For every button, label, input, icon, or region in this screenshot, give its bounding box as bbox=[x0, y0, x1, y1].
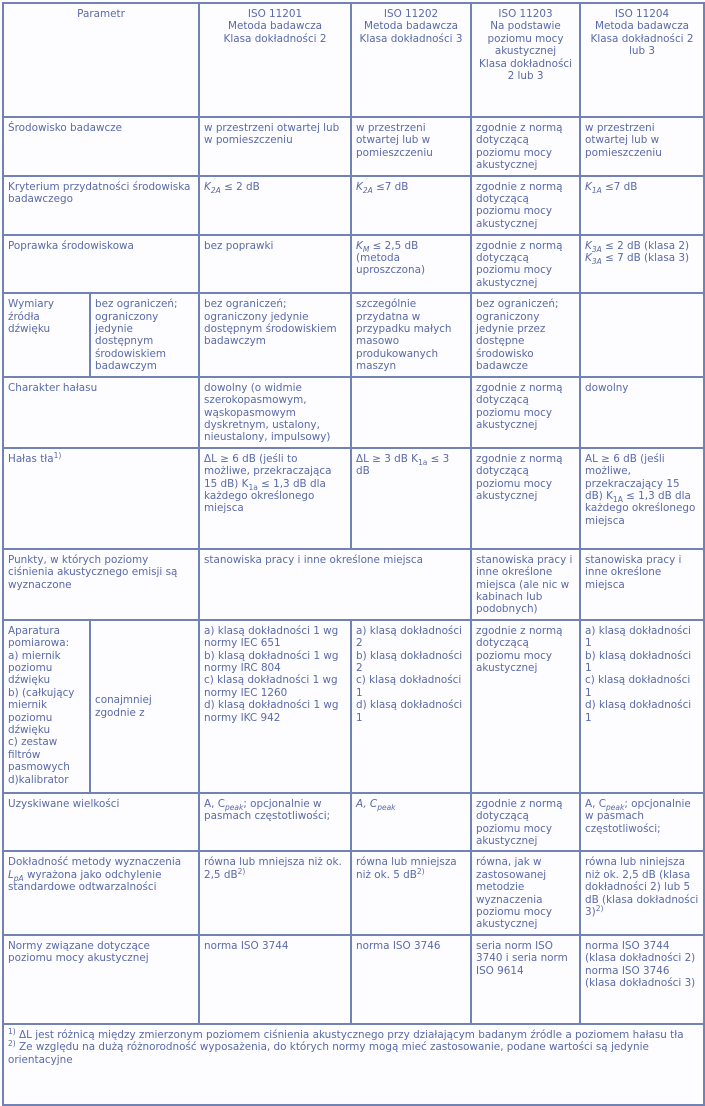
cell-11201: $K_{2A} \le 2$ dB bbox=[199, 176, 351, 235]
iso-comparison-table bbox=[2, 2, 705, 1106]
cell-11203: zgodnie z normą dotyczącą poziomu mocy akustycznej bbox=[471, 176, 580, 235]
row-halas-tla bbox=[3, 448, 704, 549]
cell-11204: równa lub niniejsza niż ok. 2,5 dB (klasa dokładności 2) lub 5 dB (klasa dokładności 3)$^{2)}$ bbox=[580, 851, 704, 934]
cell-11203: seria norm ISO 3740 i seria norm ISO 9614 bbox=[471, 935, 580, 1024]
param-cell: Aparatura pomiarowa: a) miernik poziomu dźwięku b) (całkujący miernik poziomu dźwięku c) zestaw filtrów pasmowych d)kalibrator bbox=[3, 620, 90, 793]
row-punkty bbox=[3, 549, 704, 620]
cell-11202: a) klasą dokładności 2 b) klasą dokładności 2 c) klasą dokładności 1 d) klasą dokładności 1 bbox=[351, 620, 471, 793]
cell-11203: stanowiska pracy i inne określone miejsca (ale nic w kabinach lub podobnych) bbox=[471, 549, 580, 620]
param-cell: Dokładność metody wyznaczenia $L_{pA}$ wyrażona jako odchylenie standardowe odtwarzalności bbox=[3, 851, 199, 934]
cell-11201: w przestrzeni otwartej lub w pomieszczeniu bbox=[199, 117, 351, 176]
param-cell: Charakter hałasu bbox=[3, 377, 199, 448]
cell-11204: w przestrzeni otwartej lub w pomieszczeniu bbox=[580, 117, 704, 176]
cell-11202: szczególnie przydatna w przypadku małych masowo produkowanych maszyn bbox=[351, 293, 471, 376]
row-srodowisko bbox=[3, 117, 704, 176]
cell-11202 bbox=[351, 377, 471, 448]
cell-11202: $K_M \le 2,5$ dB (metoda uproszczona) bbox=[351, 235, 471, 294]
cell-11203: zgodnie z normą dotyczącą poziomu mocy akustycznej bbox=[471, 793, 580, 852]
footnote-1: $^{1)}$ ΔL jest różnicą między zmierzonym poziomem ciśnienia akustycznego przy działającym badanym źródle a poziomem hałasu tła bbox=[8, 1026, 684, 1041]
header-row bbox=[3, 3, 704, 117]
header-iso-11202: ISO 11202 Metoda badawcza Klasa dokładności 3 bbox=[351, 3, 471, 117]
cell-11202: norma ISO 3746 bbox=[351, 935, 471, 1024]
cell-11203: zgodnie z normą dotyczącą poziomu mocy akustycznej bbox=[471, 117, 580, 176]
header-iso-11204: ISO 11204 Metoda badawcza Klasa dokładności 2 lub 3 bbox=[580, 3, 704, 117]
param-cell: Uzyskiwane wielkości bbox=[3, 793, 199, 852]
cell-11204: $K_{3A} \le 2$ dB (klasa 2) $K_{3A} \le 7$ dB (klasa 3) bbox=[580, 235, 704, 294]
cell-11201: ΔL ≥ 6 dB (jeśli to możliwe, przekraczająca 15 dB) $K_{1a} \le 1,3$ dB dla każdego określonego miejsca bbox=[199, 448, 351, 549]
param-cell: Wymiary źródła dźwięku bbox=[3, 293, 90, 376]
cell-11204: norma ISO 3744 (klasa dokładności 2) norma ISO 3746 (klasa dokładności 3) bbox=[580, 935, 704, 1024]
row-normy bbox=[3, 935, 704, 1024]
row-wymiary bbox=[3, 293, 704, 376]
cell-11204: A, $C_{peak}$; opcjonalnie w pasmach częstotliwości; bbox=[580, 793, 704, 852]
cell-11203: zgodnie z normą dotyczącą poziomu mocy akustycznej bbox=[471, 235, 580, 294]
cell-11204: $K_{1A} \le 7$ dB bbox=[580, 176, 704, 235]
param-cell: Hałas tła$^{1)}$ bbox=[3, 448, 199, 549]
cell-11203: zgodnie z normą dotyczącą poziomu mocy akustycznej bbox=[471, 448, 580, 549]
row-charakter bbox=[3, 377, 704, 448]
row-aparatura bbox=[3, 620, 704, 793]
param-cell: Środowisko badawcze bbox=[3, 117, 199, 176]
row-uzyskiwane bbox=[3, 793, 704, 852]
param-sub-cell: bez ograniczeń; ograniczony jedynie dostępnym środowiskiem badawczym bbox=[90, 293, 199, 376]
cell-11202: A, $C_{peak}$ bbox=[351, 793, 471, 852]
row-poprawka bbox=[3, 235, 704, 294]
cell-11204: AL ≥ 6 dB (jeśli możliwe, przekraczający 15 dB) $K_{1A} \le 1,3$ dB dla każdego określonego miejsca bbox=[580, 448, 704, 549]
cell-11203: bez ograniczeń; ograniczony jedynie przez dostępne środowisko badawcze bbox=[471, 293, 580, 376]
param-sub-cell: conajmniej zgodnie z bbox=[90, 620, 199, 793]
cell-11201: bez poprawki bbox=[199, 235, 351, 294]
header-iso-11201: ISO 11201 Metoda badawcza Klasa dokładności 2 bbox=[199, 3, 351, 117]
param-cell: Punkty, w których poziomy ciśnienia akustycznego emisji są wyznaczone bbox=[3, 549, 199, 620]
footnotes-cell bbox=[3, 1024, 704, 1105]
cell-11203: zgodnie z normą dotyczącą poziomu mocy akustycznej bbox=[471, 620, 580, 793]
cell-11201: a) klasą dokładności 1 wg normy IEC 651 b) klasą dokładności 1 wg normy IRC 804 c) klasą dokładności 1 wg normy IEC 1260 d) klasą dokładności 1 wg normy IKC 942 bbox=[199, 620, 351, 793]
cell-11201: dowolny (o widmie szerokopasmowym, wąskopasmowym dyskretnym, ustalony, nieustalony, impulsowy) bbox=[199, 377, 351, 448]
cell-11203: równa, jak w zastosowanej metodzie wyznaczenia poziomu mocy akustycznej bbox=[471, 851, 580, 934]
cell-11201: bez ograniczeń; ograniczony jedynie dostępnym środowiskiem badawczym bbox=[199, 293, 351, 376]
cell-11202: równa lub mniejsza niż ok. 5 $dB^{2)}$ bbox=[351, 851, 471, 934]
row-kryterium bbox=[3, 176, 704, 235]
cell-11201: równa lub mniejsza niż ok. 2,5 $dB^{2)}$ bbox=[199, 851, 351, 934]
param-cell: Poprawka środowiskowa bbox=[3, 235, 199, 294]
footnote-2: $^{2)}$ Ze względu na dużą różnorodność wyposażenia, do których normy mogą mieć zastosowanie, podane wartości są jedynie orientacyjne bbox=[8, 1039, 649, 1066]
cell-11203: zgodnie z normą dotyczącą poziomu mocy akustycznej bbox=[471, 377, 580, 448]
cell-11202: w przestrzeni otwartej lub w pomieszczeniu bbox=[351, 117, 471, 176]
cell-11201: A, $C_{peak}$; opcjonalnie w pasmach częstotliwości; bbox=[199, 793, 351, 852]
cell-11202: ΔL ≥ 3 dB $K_{1a} \le 3$ dB bbox=[351, 448, 471, 549]
cell-11204: stanowiska pracy i inne określone miejsca bbox=[580, 549, 704, 620]
cell-11201: norma ISO 3744 bbox=[199, 935, 351, 1024]
param-cell: Kryterium przydatności środowiska badawczego bbox=[3, 176, 199, 235]
header-parametr: Parametr bbox=[3, 3, 199, 117]
row-dokladnosc bbox=[3, 851, 704, 934]
cell-11201-11202: stanowiska pracy i inne określone miejsca bbox=[199, 549, 471, 620]
cell-11204: a) klasą dokładności 1 b) klasą dokładności 1 c) klasą dokładności 1 d) klasą dokładności 1 bbox=[580, 620, 704, 793]
cell-11204: dowolny bbox=[580, 377, 704, 448]
cell-11204 bbox=[580, 293, 704, 376]
row-footnotes bbox=[3, 1024, 704, 1105]
param-cell: Normy związane dotyczące poziomu mocy akustycznej bbox=[3, 935, 199, 1024]
header-iso-11203: ISO 11203 Na podstawie poziomu mocy akustycznej Klasa dokładności 2 lub 3 bbox=[471, 3, 580, 117]
cell-11202: $K_{2A} \le 7$ dB bbox=[351, 176, 471, 235]
